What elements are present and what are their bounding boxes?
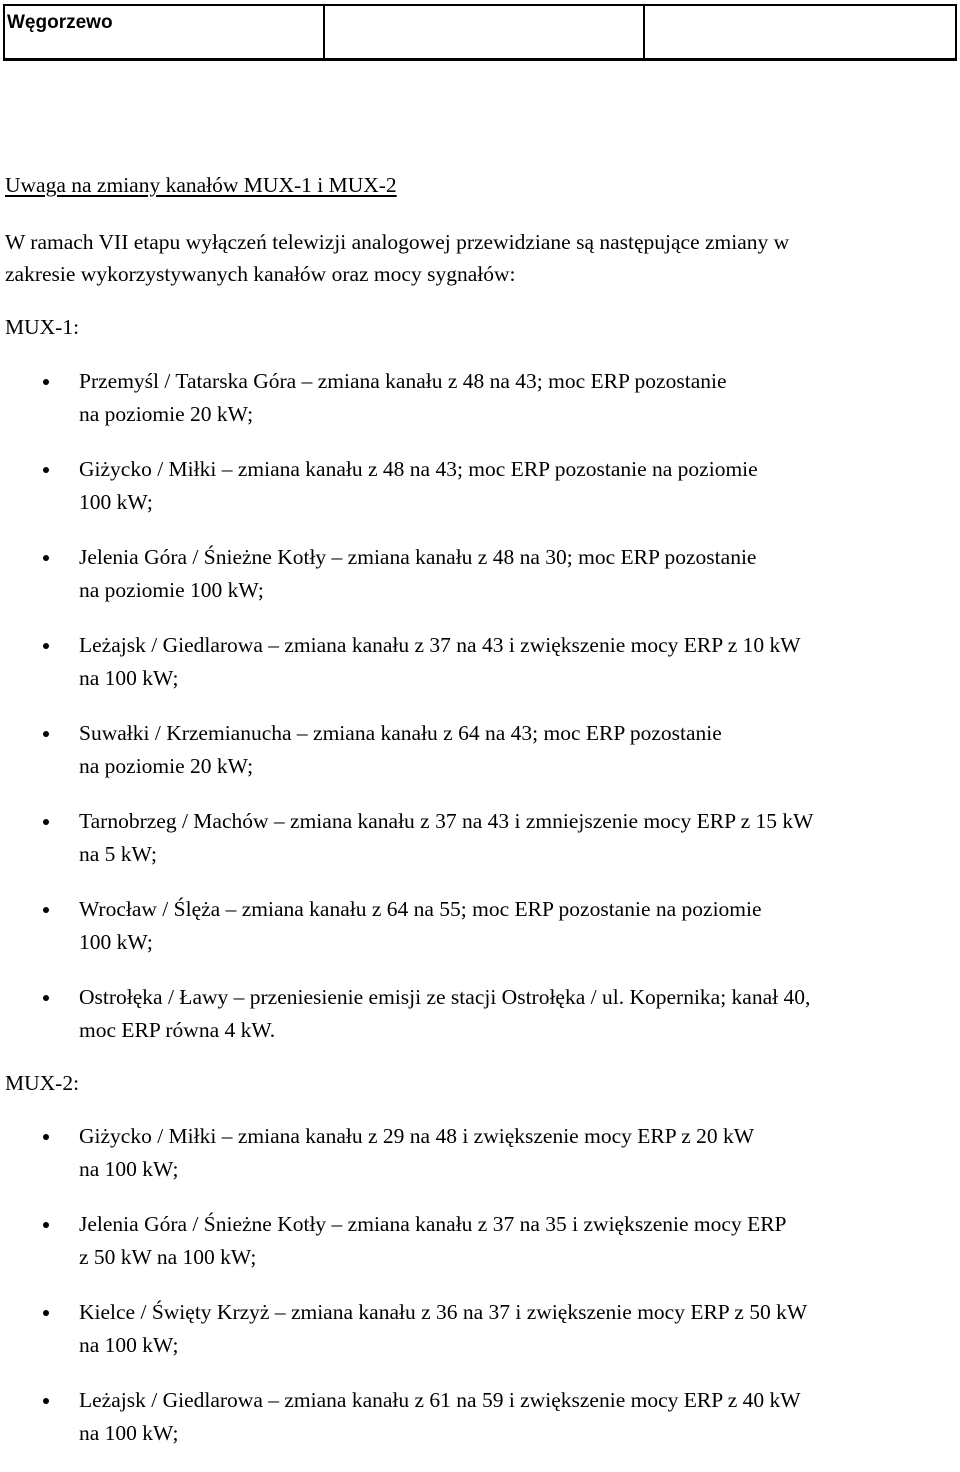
list-item-text: Leżajsk / Giedlarowa – zmiana kanału z 37 na 43 i zwiększenie mocy ERP z 10 kW bbox=[79, 633, 801, 657]
list-item bbox=[5, 365, 945, 431]
header-cell bbox=[4, 5, 324, 60]
list-item bbox=[5, 1384, 945, 1450]
header-cell-empty bbox=[645, 6, 955, 12]
list-item-text: na poziomie 20 kW; bbox=[79, 402, 254, 426]
bullet-icon bbox=[43, 555, 49, 561]
list-item bbox=[5, 893, 945, 959]
list-item-text: na 100 kW; bbox=[79, 666, 179, 690]
document-title: Uwaga na zmiany kanałów MUX-1 i MUX-2 bbox=[5, 173, 397, 197]
list-item-text: Kielce / Święty Krzyż – zmiana kanału z 36 na 37 i zwiększenie mocy ERP z 50 kW bbox=[79, 1300, 808, 1324]
bullet-icon bbox=[43, 819, 49, 825]
intro-paragraph bbox=[5, 226, 940, 290]
list-item bbox=[5, 717, 945, 783]
bullet-icon bbox=[43, 731, 49, 737]
list-item bbox=[5, 629, 945, 695]
bullet-icon bbox=[43, 379, 49, 385]
list-item-text: na 100 kW; bbox=[79, 1157, 179, 1181]
list-item-text: Jelenia Góra / Śnieżne Kotły – zmiana kanału z 48 na 30; moc ERP pozostanie bbox=[79, 545, 757, 569]
bullet-icon bbox=[43, 1134, 49, 1140]
list-item bbox=[5, 981, 945, 1047]
header-cell bbox=[644, 5, 956, 60]
list-item-text: Przemyśl / Tatarska Góra – zmiana kanału z 48 na 43; moc ERP pozostanie bbox=[79, 369, 727, 393]
list-item-text: Ostrołęka / Ławy – przeniesienie emisji ze stacji Ostrołęka / ul. Kopernika; kanał 40, bbox=[79, 985, 811, 1009]
bullet-icon bbox=[43, 907, 49, 913]
list-item-text: z 50 kW na 100 kW; bbox=[79, 1245, 257, 1269]
bullet-icon bbox=[43, 467, 49, 473]
list-item bbox=[5, 1296, 945, 1362]
bullet-icon bbox=[43, 1310, 49, 1316]
list-item bbox=[5, 1208, 945, 1274]
bullet-icon bbox=[43, 995, 49, 1001]
list-item bbox=[5, 453, 945, 519]
bullet-icon bbox=[43, 1222, 49, 1228]
bullet-icon bbox=[43, 1398, 49, 1404]
location-name: Węgorzewo bbox=[7, 12, 113, 33]
mux2-label: MUX-2: bbox=[5, 1071, 80, 1095]
list-item-text: na 5 kW; bbox=[79, 842, 158, 866]
intro-line: W ramach VII etapu wyłączeń telewizji analogowej przewidziane są następujące zmiany w bbox=[5, 230, 790, 254]
list-item-text: Leżajsk / Giedlarowa – zmiana kanału z 61 na 59 i zwiększenie mocy ERP z 40 kW bbox=[79, 1388, 801, 1412]
list-item-text: na 100 kW; bbox=[79, 1333, 179, 1357]
list-item-text: Giżycko / Miłki – zmiana kanału z 48 na 43; moc ERP pozostanie na poziomie bbox=[79, 457, 758, 481]
list-item-text: moc ERP równa 4 kW. bbox=[79, 1018, 276, 1042]
list-item-text: na poziomie 100 kW; bbox=[79, 578, 264, 602]
list-item-text: Giżycko / Miłki – zmiana kanału z 29 na 48 i zwiększenie mocy ERP z 20 kW bbox=[79, 1124, 755, 1148]
list-item bbox=[5, 805, 945, 871]
list-item-text: Wrocław / Ślęża – zmiana kanału z 64 na 55; moc ERP pozostanie na poziomie bbox=[79, 897, 762, 921]
mux2-list bbox=[5, 1120, 955, 1472]
intro-line: zakresie wykorzystywanych kanałów oraz mocy sygnałów: bbox=[5, 262, 516, 286]
list-item-text: 100 kW; bbox=[79, 490, 153, 514]
list-item bbox=[5, 541, 945, 607]
list-item-text: na poziomie 20 kW; bbox=[79, 754, 254, 778]
header-cell bbox=[324, 5, 644, 60]
mux1-list bbox=[5, 365, 955, 1069]
list-item-text: Tarnobrzeg / Machów – zmiana kanału z 37 na 43 i zmniejszenie mocy ERP z 15 kW bbox=[79, 809, 814, 833]
header-row bbox=[4, 5, 956, 60]
list-item-text: 100 kW; bbox=[79, 930, 153, 954]
list-item-text: na 100 kW; bbox=[79, 1421, 179, 1445]
mux1-label: MUX-1: bbox=[5, 315, 80, 339]
list-item bbox=[5, 1120, 945, 1186]
bullet-icon bbox=[43, 643, 49, 649]
header-table bbox=[3, 4, 957, 61]
list-item-text: Jelenia Góra / Śnieżne Kotły – zmiana kanału z 37 na 35 i zwiększenie mocy ERP bbox=[79, 1212, 787, 1236]
header-cell-empty bbox=[325, 6, 643, 12]
list-item-text: Suwałki / Krzemianucha – zmiana kanału z 64 na 43; moc ERP pozostanie bbox=[79, 721, 722, 745]
